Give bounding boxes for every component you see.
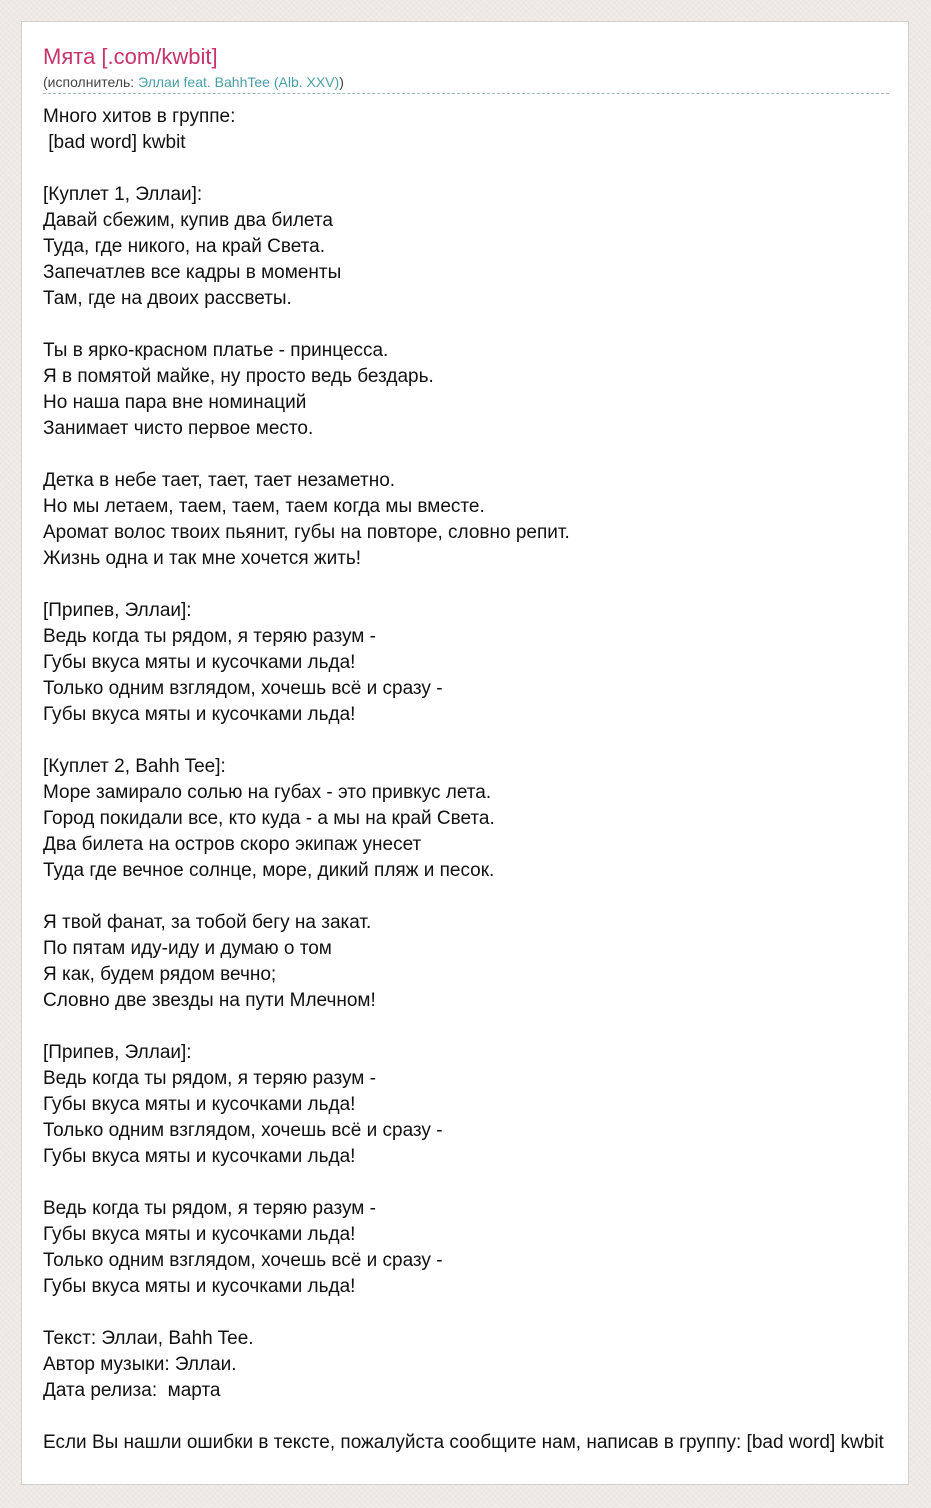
lyric-line: [Припев, Эллаи]: <box>43 600 192 621</box>
lyrics-card <box>21 21 909 1485</box>
song-title: Мята [.com/kwbit] <box>43 44 218 69</box>
lyric-line: Море замирало солью на губах - это привкус лета. <box>43 782 492 803</box>
lyric-line: Словно две звезды на пути Млечном! <box>43 990 376 1011</box>
lyric-line: Жизнь одна и так мне хочется жить! <box>43 548 362 569</box>
lyric-line: Я в помятой майке, ну просто ведь бездарь. <box>43 366 434 387</box>
lyric-line <box>43 312 909 338</box>
performer-line <box>43 73 889 94</box>
lyric-line: Губы вкуса мяты и кусочками льда! <box>43 704 356 725</box>
lyric-line <box>43 156 909 182</box>
lyric-line: Аромат волос твоих пьянит, губы на повторе, словно репит. <box>43 522 570 543</box>
lyric-line: Только одним взглядом, хочешь всё и сразу - <box>43 1120 443 1141</box>
lyric-line: Дата релиза: марта <box>43 1380 221 1401</box>
lyric-line: Текст: Эллаи, Bahh Tee. <box>43 1328 254 1349</box>
lyric-line: Губы вкуса мяты и кусочками льда! <box>43 1094 356 1115</box>
lyric-line: Но наша пара вне номинаций <box>43 392 307 413</box>
lyric-line: Я твой фанат, за тобой бегу на закат. <box>43 912 372 933</box>
lyric-line: Только одним взглядом, хочешь всё и сразу - <box>43 678 443 699</box>
lyric-line: Туда где вечное солнце, море, дикий пляж и песок. <box>43 860 495 881</box>
lyric-line: Губы вкуса мяты и кусочками льда! <box>43 652 356 673</box>
lyric-line <box>43 728 909 754</box>
lyric-line <box>43 442 909 468</box>
lyric-line <box>43 1404 909 1430</box>
lyric-line: [bad word] kwbit <box>43 132 186 153</box>
lyric-line: По пятам иду-иду и думаю о том <box>43 938 332 959</box>
lyric-line: Город покидали все, кто куда - а мы на край Света. <box>43 808 495 829</box>
lyric-line: Если Вы нашли ошибки в тексте, пожалуйста сообщите нам, написав в группу: [bad word] kwbit <box>43 1432 884 1453</box>
lyric-line: Два билета на остров скоро экипаж унесет <box>43 834 422 855</box>
lyric-line: Ведь когда ты рядом, я теряю разум - <box>43 626 376 647</box>
lyric-line: Автор музыки: Эллаи. <box>43 1354 237 1375</box>
lyric-line: Губы вкуса мяты и кусочками льда! <box>43 1224 356 1245</box>
lyric-line: [Припев, Эллаи]: <box>43 1042 192 1063</box>
lyric-line: Ведь когда ты рядом, я теряю разум - <box>43 1068 376 1089</box>
lyric-line: [Куплет 1, Эллаи]: <box>43 184 203 205</box>
lyric-line: Занимает чисто первое место. <box>43 418 314 439</box>
album-link[interactable]: (Alb. XXV) <box>273 74 340 90</box>
artist-link[interactable]: Эллаи feat. BahhTee <box>138 74 270 90</box>
performer-suffix: ) <box>339 74 344 90</box>
lyrics-text <box>43 104 909 1456</box>
lyric-line <box>43 572 909 598</box>
lyric-line: Туда, где никого, на край Света. <box>43 236 326 257</box>
lyric-line <box>43 1170 909 1196</box>
lyric-line: Но мы летаем, таем, таем, таем когда мы вместе. <box>43 496 485 517</box>
lyric-line: Ты в ярко-красном платье - принцесса. <box>43 340 389 361</box>
lyric-line: Там, где на двоих рассветы. <box>43 288 292 309</box>
lyric-line: Детка в небе тает, тает, тает незаметно. <box>43 470 396 491</box>
lyric-line: Я как, будем рядом вечно; <box>43 964 277 985</box>
lyric-line: Давай сбежим, купив два билета <box>43 210 333 231</box>
lyric-line <box>43 884 909 910</box>
lyric-line <box>43 1014 909 1040</box>
lyric-line: Только одним взглядом, хочешь всё и сразу - <box>43 1250 443 1271</box>
lyric-line: Губы вкуса мяты и кусочками льда! <box>43 1276 356 1297</box>
lyric-line: Запечатлев все кадры в моменты <box>43 262 342 283</box>
lyric-line: [Куплет 2, Bahh Tee]: <box>43 756 226 777</box>
lyric-line: Губы вкуса мяты и кусочками льда! <box>43 1146 356 1167</box>
lyric-line: Много хитов в группе: <box>43 106 236 127</box>
lyric-line <box>43 1300 909 1326</box>
performer-prefix: (исполнитель: <box>43 74 139 90</box>
lyric-line: Ведь когда ты рядом, я теряю разум - <box>43 1198 376 1219</box>
